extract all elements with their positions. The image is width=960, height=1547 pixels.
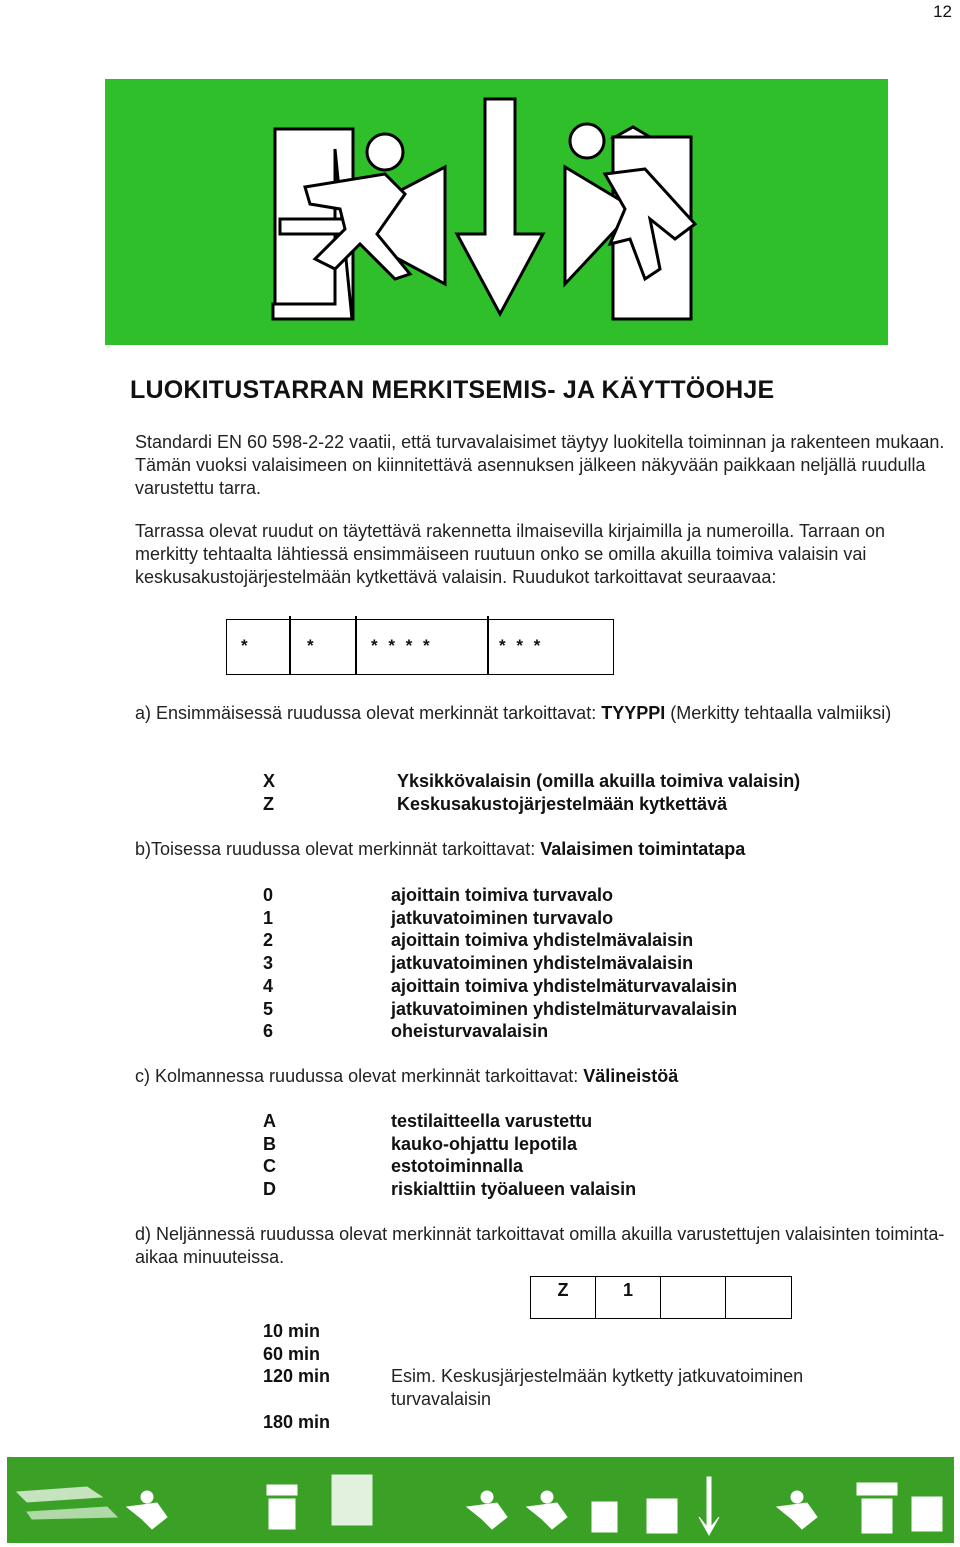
item-value: ajoittain toimiva yhdistelmävalaisin <box>391 930 694 951</box>
section-a-list <box>263 770 800 815</box>
item-key: 1 <box>263 907 274 928</box>
item-key: C <box>263 1156 276 1177</box>
item-key: B <box>263 1133 276 1154</box>
section-b-list <box>263 884 737 1043</box>
section-c-list <box>263 1110 636 1201</box>
example-cell-4 <box>726 1277 791 1318</box>
item-key: D <box>263 1179 276 1200</box>
example-cell-3 <box>661 1277 726 1318</box>
list-item <box>263 998 737 1021</box>
item-value: jatkuvatoiminen yhdistelmävalaisin <box>391 953 694 974</box>
item-key: 2 <box>263 930 274 951</box>
list-item <box>263 929 737 952</box>
minutes-item: 180 min <box>263 1411 331 1432</box>
code-divider <box>355 616 357 674</box>
intro-paragraph-2: Tarrassa olevat ruudut on täytettävä rakennetta ilmaisevilla kirjaimilla ja numeroilla. Tarraan on merkitty tehtaalta lähtiessä ensimmäiseen ruutuun onko se omilla akuilla toimiva valaisin vai keskusakustojärjestelmään kytkettävä valaisin. Ruudukot tarkoittavat seuraavaa: <box>135 521 886 587</box>
footer-pictograms <box>7 1457 954 1543</box>
intro-paragraph-1: Standardi EN 60 598-2-22 vaatii, että turvavalaisimet täytyy luokitella toiminnan ja rakenteen mukaan. Tämän vuoksi valaisimeen on kiinnitettävä asennuksen jälkeen näkyvään paikkaan neljällä ruudulla varustettu tarra. <box>135 432 945 498</box>
page-title: LUOKITUSTARRAN MERKITSEMIS- JA KÄYTTÖOHJE <box>130 376 775 404</box>
code-divider <box>289 616 291 674</box>
item-value: Yksikkövalaisin (omilla akuilla toimiva valaisin) <box>397 771 801 791</box>
item-key: 4 <box>263 975 274 996</box>
list-item <box>263 1178 636 1201</box>
code-cell-3: * * * * <box>371 636 433 655</box>
item-key: 3 <box>263 953 274 974</box>
item-key: 0 <box>263 885 274 905</box>
list-item <box>263 1133 636 1156</box>
list-item <box>263 1155 636 1178</box>
section-b-heading <box>135 838 950 861</box>
item-value: jatkuvatoiminen turvavalo <box>391 907 614 928</box>
list-item <box>263 975 737 998</box>
list-item <box>263 770 800 793</box>
minutes-item: 60 min <box>263 1343 321 1364</box>
item-key: 6 <box>263 1021 274 1042</box>
section-b-text: b)Toisessa ruudussa olevat merkinnät tarkoittavat: <box>135 839 541 859</box>
minutes-item: 120 min <box>263 1366 331 1387</box>
item-value: ajoittain toimiva turvavalo <box>391 885 614 905</box>
exit-sign-image <box>105 79 888 345</box>
minutes-list <box>263 1320 330 1434</box>
example-text: Esim. Keskusjärjestelmään kytketty jatkuvatoiminen turvavalaisin <box>391 1366 804 1409</box>
example-cell-1: Z <box>531 1277 596 1318</box>
code-cell-1: * <box>241 636 251 655</box>
section-c-heading <box>135 1065 950 1088</box>
list-item <box>263 884 737 907</box>
code-divider <box>487 616 489 674</box>
list-item <box>263 1110 636 1133</box>
page-number: 12 <box>933 2 952 21</box>
footer-illustration <box>7 1457 954 1543</box>
item-value: ajoittain toimiva yhdistelmäturvavalaisin <box>391 975 738 996</box>
example-code-box <box>530 1276 792 1319</box>
code-cell-2: * <box>307 636 317 655</box>
item-value: testilaitteella varustettu <box>391 1111 593 1131</box>
item-value: riskialttiin työalueen valaisin <box>391 1179 637 1200</box>
section-b-bold: Valaisimen toimintatapa <box>540 839 746 859</box>
item-key: Z <box>263 793 274 814</box>
section-a-heading <box>135 702 950 725</box>
emergency-exit-pictogram <box>105 79 888 345</box>
list-item <box>263 907 737 930</box>
item-value: jatkuvatoiminen yhdistelmäturvavalaisin <box>391 998 738 1019</box>
item-key: A <box>263 1111 276 1131</box>
list-item <box>263 1020 737 1043</box>
item-key: 5 <box>263 998 274 1019</box>
section-c-text: c) Kolmannessa ruudussa olevat merkinnät tarkoittavat: <box>135 1066 584 1086</box>
section-d-paragraph: d) Neljännessä ruudussa olevat merkinnät tarkoittavat omilla akuilla varustettujen valaisinten toiminta-aikaa minuuteissa. <box>135 1224 945 1267</box>
example-cell-2: 1 <box>596 1277 661 1318</box>
section-c-bold: Välineistöä <box>583 1066 679 1086</box>
item-value: Keskusakustojärjestelmään kytkettävä <box>397 793 728 814</box>
code-cell-4: * * * <box>499 636 544 655</box>
minutes-item: 10 min <box>263 1321 321 1341</box>
list-item <box>263 952 737 975</box>
item-key: X <box>263 771 276 791</box>
section-a-rest: (Merkitty tehtaalla valmiiksi) <box>665 703 892 723</box>
section-a-text: a) Ensimmäisessä ruudussa olevat merkinnät tarkoittavat: <box>135 703 602 723</box>
section-a-bold: TYYPPI <box>601 703 666 723</box>
item-value: kauko-ohjattu lepotila <box>391 1133 578 1154</box>
item-value: oheisturvavalaisin <box>391 1021 549 1042</box>
list-item <box>263 793 800 816</box>
item-value: estotoiminnalla <box>391 1156 524 1177</box>
label-code-box <box>226 619 614 675</box>
